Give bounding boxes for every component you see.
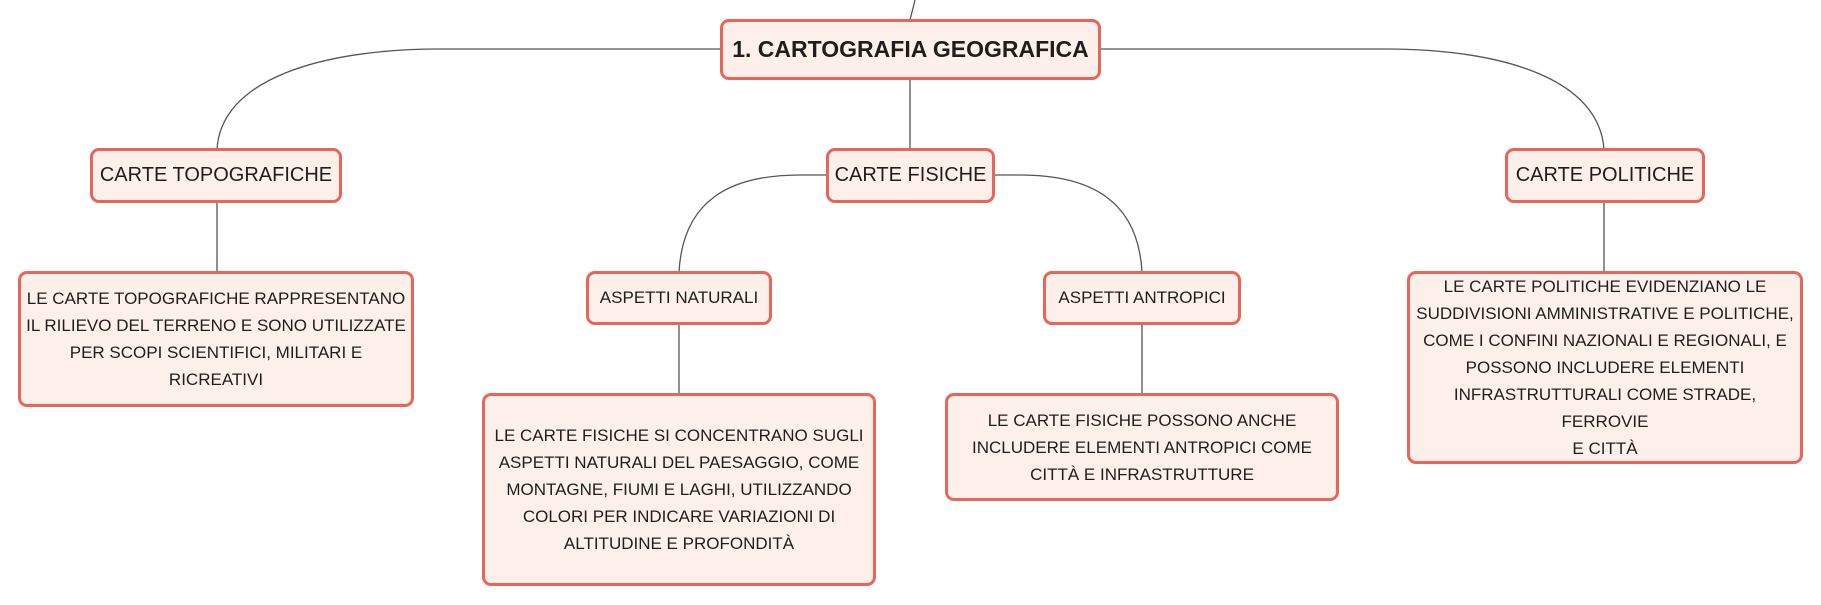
desc-carte-politiche[interactable] (1407, 271, 1803, 464)
desc-aspetti-antropici-text: LE CARTE FISICHE POSSONO ANCHE INCLUDERE ELEMENTI ANTROPICI COME CITTÀ E INFRASTRUTTURE (971, 410, 1313, 484)
parent-connector (910, 0, 915, 20)
node-carte-fisiche-label: CARTE FISICHE (834, 164, 987, 186)
desc-carte-topografiche[interactable] (18, 271, 414, 407)
node-aspetti-antropici[interactable] (1043, 271, 1241, 325)
node-carte-politiche-label: CARTE POLITICHE (1515, 164, 1695, 186)
connector-fisiche-naturali (679, 175, 828, 272)
node-carte-topografiche[interactable] (90, 148, 342, 203)
connector-root-politiche (1100, 49, 1604, 150)
node-carte-topografiche-label: CARTE TOPOGRAFICHE (99, 164, 333, 186)
root-node-label: 1. CARTOGRAFIA GEOGRAFICA (732, 36, 1089, 62)
node-aspetti-antropici-label: ASPETTI ANTROPICI (1058, 288, 1226, 307)
node-aspetti-naturali-label: ASPETTI NATURALI (599, 288, 759, 307)
node-carte-politiche[interactable] (1505, 148, 1705, 203)
connector-fisiche-antropici (993, 175, 1142, 272)
desc-carte-topografiche-text: LE CARTE TOPOGRAFICHE RAPPRESENTANO IL RILIEVO DEL TERRENO E SONO UTILIZZATE PER SCOPI SCIENTIFICI, MILITARI E RICREATIVI (26, 289, 406, 389)
desc-aspetti-naturali-text: LE CARTE FISICHE SI CONCENTRANO SUGLI ASPETTI NATURALI DEL PAESAGGIO, COME MONTAGNE, FIUMI E LAGHI, UTILIZZANDO COLORI PER INDICARE VARIAZIONI DI ALTITUDINE E PROFONDITÀ (494, 426, 864, 553)
root-node[interactable] (720, 19, 1101, 80)
desc-aspetti-naturali[interactable] (482, 393, 876, 586)
desc-carte-politiche-text: LE CARTE POLITICHE EVIDENZIANO LE SUDDIVISIONI AMMINISTRATIVE E POLITICHE, COME I CONFINI NAZIONALI E REGIONALI, E POSSONO INCLUDERE ELEMENTI INFRASTRUTTURALI COME STRADE, FERROVIE E CITTÀ (1416, 277, 1794, 458)
node-carte-fisiche[interactable] (826, 148, 995, 203)
node-aspetti-naturali[interactable] (586, 271, 772, 325)
desc-aspetti-antropici[interactable] (945, 393, 1339, 501)
connector-root-topografiche (217, 49, 722, 150)
